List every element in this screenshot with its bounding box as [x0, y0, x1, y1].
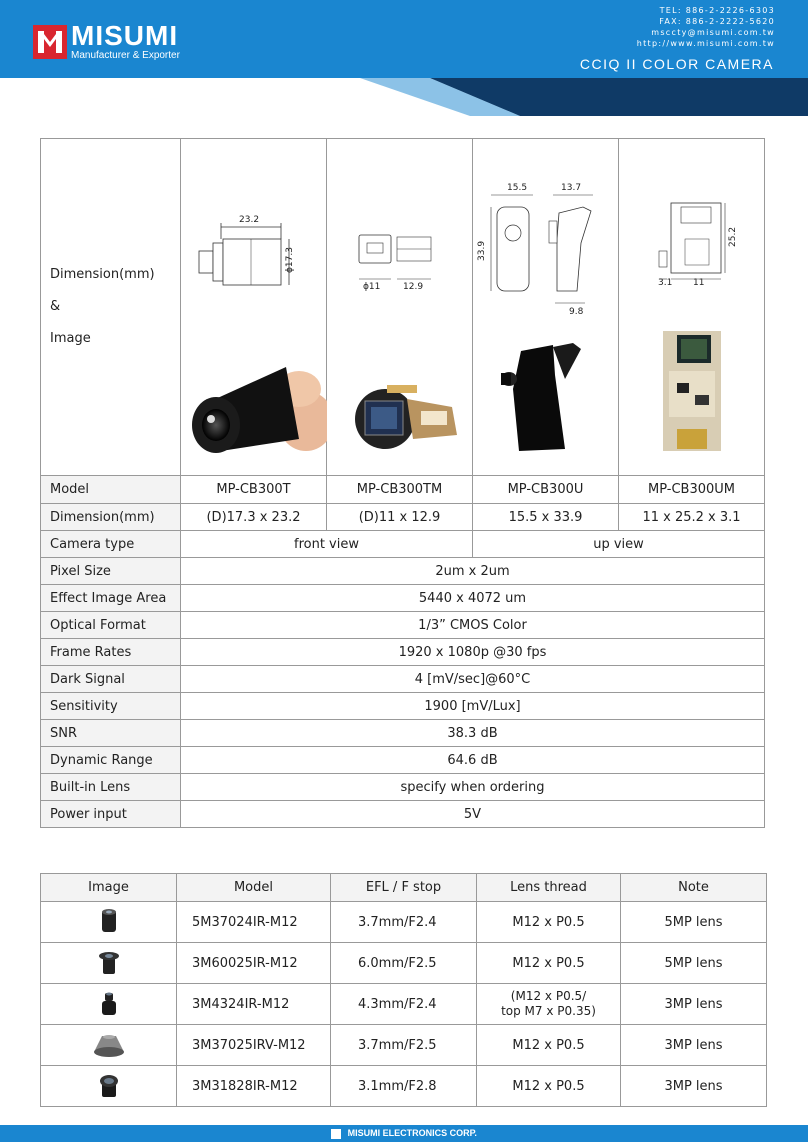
- lens-row: [41, 1066, 767, 1107]
- image-cell-cb300t: [181, 139, 327, 476]
- footer-company: MISUMI ELECTRONICS CORP.: [347, 1128, 477, 1138]
- lens-header-efl: EFL / F stop: [331, 874, 477, 902]
- cb300tm-length-label: 12.9: [403, 282, 424, 292]
- spec-row-value: 1/3” CMOS Color: [181, 612, 765, 639]
- cb300t-length-label: 23.2: [239, 215, 260, 225]
- page-footer: [0, 1125, 808, 1142]
- spec-row-label: Built-in Lens: [41, 774, 181, 801]
- lens-photo-icon: [94, 1071, 124, 1101]
- spec-row-value: 1900 [mV/Lux]: [181, 693, 765, 720]
- dimension-row-label: Dimension(mm): [41, 504, 181, 531]
- cb300tm-photo: [327, 139, 473, 475]
- lens-image: [41, 902, 177, 943]
- lens-model: 5M37024IR-M12: [177, 902, 331, 943]
- spec-row-value: 1920 x 1080p @30 fps: [181, 639, 765, 666]
- camera-type-row: [41, 531, 765, 558]
- contact-fax: FAX: 886-2-2222-5620: [659, 17, 775, 26]
- cb300um-photo: [619, 139, 765, 475]
- spec-row-label: Optical Format: [41, 612, 181, 639]
- lens-note: 5MP lens: [621, 902, 767, 943]
- cb300um-width-label: 11: [693, 278, 705, 288]
- dimension-cb300um: 11 x 25.2 x 3.1: [619, 504, 765, 531]
- cb300tm-diameter-label: ϕ11: [363, 282, 381, 292]
- cb300t-photo: [181, 139, 327, 475]
- dimension-cb300t: (D)17.3 x 23.2: [181, 504, 327, 531]
- spec-row: [41, 720, 765, 747]
- lens-thread: M12 x P0.5: [477, 1066, 621, 1107]
- spec-row: [41, 747, 765, 774]
- spec-row-label: Effect Image Area: [41, 585, 181, 612]
- cb300u-height-label: 33.9: [477, 240, 487, 261]
- lens-thread: M12 x P0.5: [477, 943, 621, 984]
- lens-photo-icon: [94, 948, 124, 978]
- cb300u-thickness-label: 9.8: [569, 307, 584, 317]
- lens-photo-icon: [94, 989, 124, 1019]
- spec-row-label: Power input: [41, 801, 181, 828]
- lens-efl: 6.0mm/F2.5: [331, 943, 477, 984]
- spec-table: [40, 138, 765, 828]
- lens-note: 3MP lens: [621, 1066, 767, 1107]
- lens-image: [41, 1066, 177, 1107]
- lens-efl: 3.7mm/F2.4: [331, 902, 477, 943]
- lens-model: 3M31828IR-M12: [177, 1066, 331, 1107]
- camera-type-label: Camera type: [41, 531, 181, 558]
- image-row: [41, 139, 765, 476]
- spec-row-value: 5V: [181, 801, 765, 828]
- spec-row-value: 5440 x 4072 um: [181, 585, 765, 612]
- image-cell-cb300um: [619, 139, 765, 476]
- dimension-cb300u: 15.5 x 33.9: [473, 504, 619, 531]
- page-header: [0, 0, 808, 116]
- lens-image: [41, 984, 177, 1025]
- spec-row-label: Sensitivity: [41, 693, 181, 720]
- cb300u-depth-label: 13.7: [561, 183, 582, 193]
- spec-row-value: specify when ordering: [181, 774, 765, 801]
- lens-thread: M12 x P0.5: [477, 902, 621, 943]
- lens-photo-icon: [94, 907, 124, 937]
- lens-header-row: [41, 874, 767, 902]
- lens-row: [41, 1025, 767, 1066]
- footer-logo-icon: [331, 1129, 341, 1139]
- dimension-row: [41, 504, 765, 531]
- model-row-label: Model: [41, 476, 181, 504]
- lens-thread: [477, 984, 621, 1025]
- lens-table: [40, 873, 767, 1107]
- lens-thread: M12 x P0.5: [477, 1025, 621, 1066]
- camera-type-front: front view: [181, 531, 473, 558]
- spec-row: [41, 585, 765, 612]
- cb300um-height-label: 25.2: [728, 226, 738, 247]
- image-row-label: [41, 139, 181, 476]
- spec-row-value: 38.3 dB: [181, 720, 765, 747]
- logo-mark-icon: [33, 25, 67, 59]
- cb300um-thickness-label: 3.1: [658, 278, 673, 288]
- lens-model: 3M60025IR-M12: [177, 943, 331, 984]
- spec-row: [41, 801, 765, 828]
- lens-efl: 3.1mm/F2.8: [331, 1066, 477, 1107]
- lens-row: [41, 984, 767, 1025]
- lens-model: 3M4324IR-M12: [177, 984, 331, 1025]
- spec-row: [41, 666, 765, 693]
- image-label-dimension: Dimension(mm): [50, 267, 155, 282]
- lens-image: [41, 1025, 177, 1066]
- contact-web[interactable]: http://www.misumi.com.tw: [636, 39, 775, 48]
- spec-row: [41, 558, 765, 585]
- dimension-cb300tm: (D)11 x 12.9: [327, 504, 473, 531]
- lens-thread-line2: top M7 x P0.35): [501, 1004, 596, 1018]
- brand-logo: [33, 22, 180, 62]
- image-label-amp: &: [50, 299, 61, 314]
- spec-row-value: 4 [mV/sec]@60°C: [181, 666, 765, 693]
- page-title: CCIQ II COLOR CAMERA: [579, 56, 774, 72]
- image-label-image: Image: [50, 331, 91, 346]
- cb300t-diameter-label: ϕ17.3: [285, 247, 295, 273]
- spec-row-value: 2um x 2um: [181, 558, 765, 585]
- cb300u-width-label: 15.5: [507, 183, 528, 193]
- camera-type-up: up view: [473, 531, 765, 558]
- image-cell-cb300u: [473, 139, 619, 476]
- brand-tagline: Manufacturer & Exporter: [71, 50, 180, 61]
- lens-photo-icon: [92, 1030, 126, 1060]
- spec-row-label: Pixel Size: [41, 558, 181, 585]
- lens-note: 3MP lens: [621, 984, 767, 1025]
- model-cb300um: MP-CB300UM: [619, 476, 765, 504]
- contact-email[interactable]: msccty@misumi.com.tw: [651, 28, 775, 37]
- lens-efl: 3.7mm/F2.5: [331, 1025, 477, 1066]
- lens-image: [41, 943, 177, 984]
- model-cb300tm: MP-CB300TM: [327, 476, 473, 504]
- contact-tel: TEL: 886-2-2226-6303: [659, 6, 775, 15]
- contact-info: [637, 5, 775, 49]
- spec-row-label: Dynamic Range: [41, 747, 181, 774]
- model-row: [41, 476, 765, 504]
- spec-row-label: Frame Rates: [41, 639, 181, 666]
- spec-row-value: 64.6 dB: [181, 747, 765, 774]
- lens-header-note: Note: [621, 874, 767, 902]
- brand-name: MISUMI: [71, 20, 179, 51]
- spec-row: [41, 693, 765, 720]
- lens-note: 3MP lens: [621, 1025, 767, 1066]
- lens-header-model: Model: [177, 874, 331, 902]
- lens-note: 5MP lens: [621, 943, 767, 984]
- lens-header-thread: Lens thread: [477, 874, 621, 902]
- spec-row: [41, 639, 765, 666]
- lens-efl: 4.3mm/F2.4: [331, 984, 477, 1025]
- spec-row: [41, 612, 765, 639]
- model-cb300u: MP-CB300U: [473, 476, 619, 504]
- cb300u-photo: [473, 139, 619, 475]
- lens-header-image: Image: [41, 874, 177, 902]
- spec-row-label: Dark Signal: [41, 666, 181, 693]
- lens-model: 3M37025IRV-M12: [177, 1025, 331, 1066]
- image-cell-cb300tm: [327, 139, 473, 476]
- lens-thread-line1: (M12 x P0.5/: [510, 989, 587, 1003]
- model-cb300t: MP-CB300T: [181, 476, 327, 504]
- spec-row: [41, 774, 765, 801]
- spec-row-label: SNR: [41, 720, 181, 747]
- lens-row: [41, 943, 767, 984]
- lens-row: [41, 902, 767, 943]
